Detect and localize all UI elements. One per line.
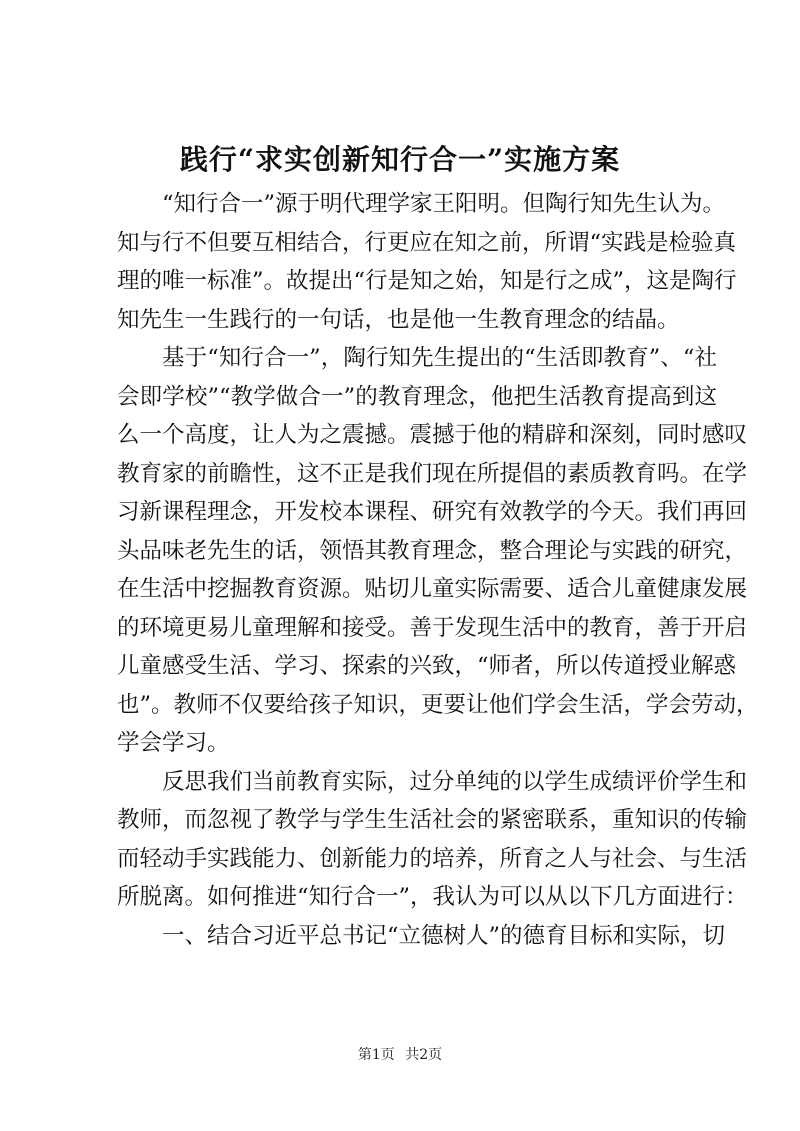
paragraph-line: 习新课程理念，开发校本课程、研究有效教学的今天。我们再回 — [117, 499, 748, 525]
paragraph-line: 学会学习。 — [117, 730, 230, 756]
paragraph-line: 头品味老先生的话，领悟其教育理念，整合理论与实践的研究， — [117, 537, 748, 564]
paragraph-line: 教师，而忽视了教学与学生生活社会的紧密联系，重知识的传输 — [117, 807, 748, 833]
paragraph-line: 理的唯一标准”。故提出“行是知之始，知是行之成”，这是陶行 — [117, 268, 737, 294]
paragraph-line: 反思我们当前教育实际，过分单纯的以学生成绩评价学生和 — [162, 768, 748, 795]
paragraph-line: 基于“知行合一”，陶行知先生提出的“生活即教育”、“社 — [162, 345, 717, 371]
paragraph-line: 而轻动手实践能力、创新能力的培养，所育之人与社会、与生活 — [117, 845, 748, 872]
paragraph-line: 一、结合习近平总书记“立德树人”的德育目标和实际，切 — [162, 922, 726, 949]
paragraph-line: 知先生一生践行的一句话，也是他一生教育理念的结晶。 — [117, 306, 680, 333]
paragraph-4 — [117, 917, 726, 956]
paragraph-line: 的环境更易儿童理解和接受。善于发现生活中的教育，善于开启 — [117, 614, 748, 641]
document-body — [117, 185, 759, 955]
paragraph-line: 所脱离。如何推进“知行合一”，我认为可以从以下几方面进行： — [117, 884, 748, 910]
page-total: 共2页 — [405, 1047, 443, 1063]
paragraph-line: 儿童感受生活、学习、探索的兴致，“师者，所以传道授业解惑 — [117, 653, 737, 679]
page-footer — [0, 1045, 800, 1065]
paragraph-line: 教育家的前瞻性，这不正是我们现在所提倡的素质教育吗。在学 — [117, 460, 748, 487]
paragraph-line: 会即学校”“教学做合一”的教育理念，他把生活教育提高到这 — [117, 383, 717, 410]
paragraph-1 — [117, 185, 737, 339]
paragraph-line: 也”。教师不仅要给孩子知识，更要让他们学会生活，学会劳动， — [117, 691, 759, 718]
paragraph-3 — [117, 763, 748, 917]
paragraph-line: “知行合一”源于明代理学家王阳明。但陶行知先生认为。 — [162, 191, 726, 217]
paragraph-line: 知与行不但要互相结合，行更应在知之前，所谓“实践是检验真 — [117, 229, 737, 256]
paragraph-line: 么一个高度，让人为之震撼。震撼于他的精辟和深刻，同时感叹 — [117, 422, 748, 448]
paragraph-line: 在生活中挖掘教育资源。贴切儿童实际需要、适合儿童健康发展 — [117, 576, 748, 602]
page-number: 第1页 — [357, 1047, 395, 1063]
paragraph-2 — [117, 339, 759, 763]
document-title: 践行“求实创新知行合一”实施方案 — [179, 143, 621, 176]
